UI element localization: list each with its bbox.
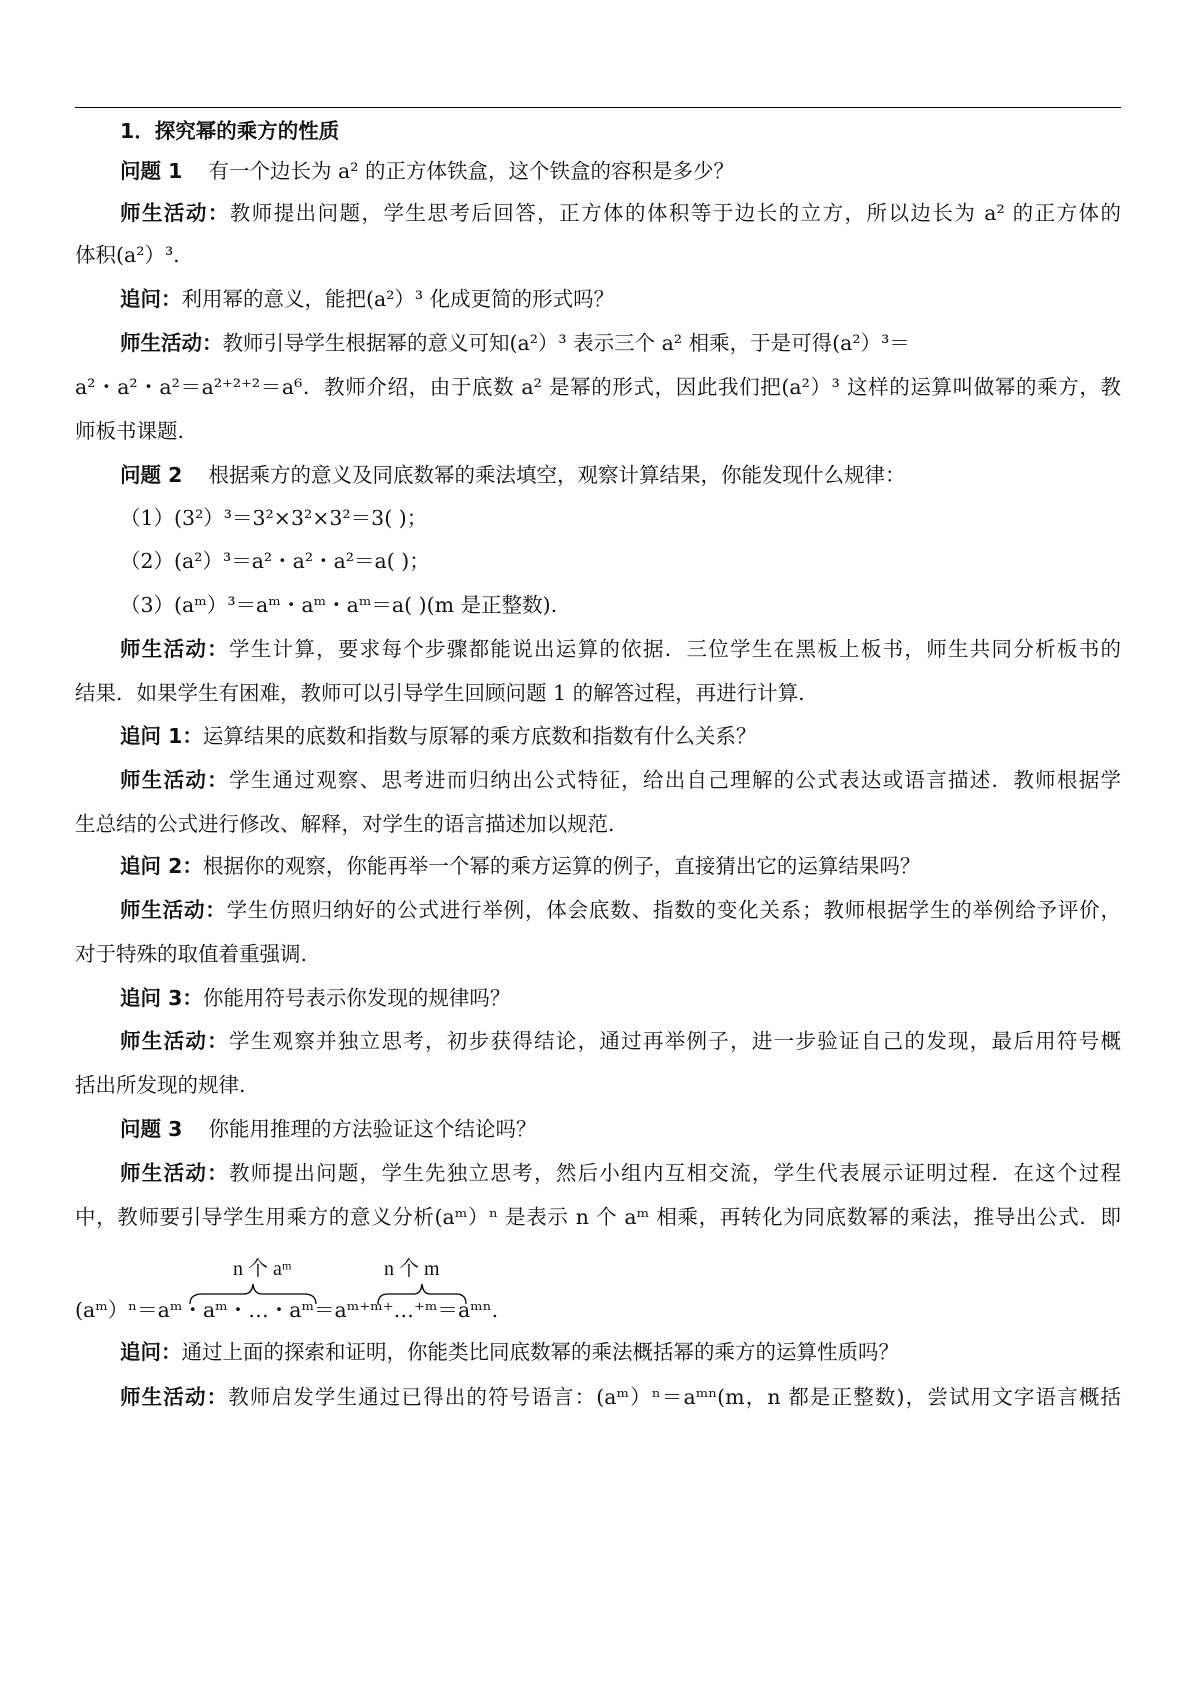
- followup-2: 追问 2：根据你的观察，你能再举一个幂的乘方运算的例子，直接猜出它的运算结果吗？: [120, 854, 921, 878]
- followup-3: 追问 3：你能用符号表示你发现的规律吗？: [120, 986, 511, 1010]
- activity-7: 师生活动：教师提出问题，学生先独立思考，然后小组内互相交流，学生代表展示证明过程．在这个过程: [120, 1161, 1122, 1185]
- problem-text: 有一个边长为 a² 的正方体铁盒，这个铁盒的容积是多少？: [208, 159, 734, 183]
- problem-label: 问题 1: [120, 159, 183, 183]
- problem-3: 问题 3 你能用推理的方法验证这个结论吗？: [120, 1117, 537, 1141]
- activity-3-cont: 结果．如果学生有困难，教师可以引导学生回顾问题 1 的解答过程，再进行计算.: [75, 681, 805, 705]
- activity-4-cont: 生总结的公式进行修改、解释，对学生的语言描述加以规范.: [75, 812, 615, 836]
- proof-formula: (aᵐ）ⁿ＝aᵐ・aᵐ・…・aᵐ＝aᵐ⁺ᵐ⁺…⁺ᵐ＝aᵐⁿ.: [75, 1298, 499, 1322]
- exercise-2: （2）(a²）³＝a²・a²・a²＝a( )；: [120, 549, 430, 573]
- activity-2: 师生活动：教师引导学生根据幂的意义可知(a²）³ 表示三个 a² 相乘，于是可得(a²）³＝: [120, 331, 910, 355]
- followup-1: 追问 1：运算结果的底数和指数与原幂的乘方底数和指数有什么关系？: [120, 724, 757, 748]
- brace-1-label: n 个 aᵐ: [233, 1258, 292, 1280]
- activity-3: 师生活动：学生计算，要求每个步骤都能说出运算的依据．三位学生在黑板上板书，师生共同分析板书的: [120, 637, 1122, 661]
- section-title: 1．探究幂的乘方的性质: [120, 119, 340, 143]
- activity-6: 师生活动：学生观察并独立思考，初步获得结论，通过再举例子，进一步验证自己的发现，最后用符号概: [120, 1029, 1122, 1053]
- activity-8: 师生活动：教师启发学生通过已得出的符号语言：(aᵐ）ⁿ＝aᵐⁿ(m，n 都是正整数)，尝试用文字语言概括: [120, 1385, 1122, 1409]
- problem-2: 问题 2 根据乘方的意义及同底数幂的乘法填空，观察计算结果，你能发现什么规律：: [120, 463, 906, 487]
- activity-5-cont: 对于特殊的取值着重强调.: [75, 942, 308, 966]
- activity-1: 师生活动：教师提出问题，学生思考后回答，正方体的体积等于边长的立方，所以边长为 a² 的正方体的: [120, 201, 1121, 225]
- followup-a: 追问：利用幂的意义，能把(a²）³ 化成更简的形式吗？: [120, 287, 615, 311]
- activity-2-end: 师板书课题.: [75, 419, 185, 443]
- exercise-3: （3）(aᵐ）³＝aᵐ・aᵐ・aᵐ＝a( )(m 是正整数).: [120, 593, 558, 617]
- problem-1: [120, 157, 734, 185]
- followup-b: 追问：通过上面的探索和证明，你能类比同底数幂的乘法概括幂的乘方的运算性质吗？: [120, 1340, 899, 1364]
- activity-4: 师生活动：学生通过观察、思考进而归纳出公式特征，给出自己理解的公式表达或语言描述．教师根据学: [120, 768, 1122, 792]
- activity-6-cont: 括出所发现的规律.: [75, 1073, 246, 1097]
- activity-7-cont: 中，教师要引导学生用乘方的意义分析(aᵐ）ⁿ 是表示 n 个 aᵐ 相乘，再转化为同底数幂的乘法，推导出公式．即: [75, 1205, 1121, 1229]
- header-rule: [75, 107, 1121, 108]
- exercise-1: （1）(3²）³＝3²×3²×3²＝3( )；: [120, 506, 428, 530]
- activity-5: 师生活动：学生仿照归纳好的公式进行举例，体会底数、指数的变化关系；教师根据学生的举例给予评价，: [120, 898, 1121, 922]
- activity-2-cont: a²・a²・a²＝a²⁺²⁺²＝a⁶．教师介绍，由于底数 a² 是幂的形式，因此我们把(a²）³ 这样的运算叫做幂的乘方，教: [75, 375, 1121, 399]
- brace-2-label: n 个 m: [384, 1258, 440, 1280]
- activity-1-cont: 体积(a²）³.: [75, 243, 180, 267]
